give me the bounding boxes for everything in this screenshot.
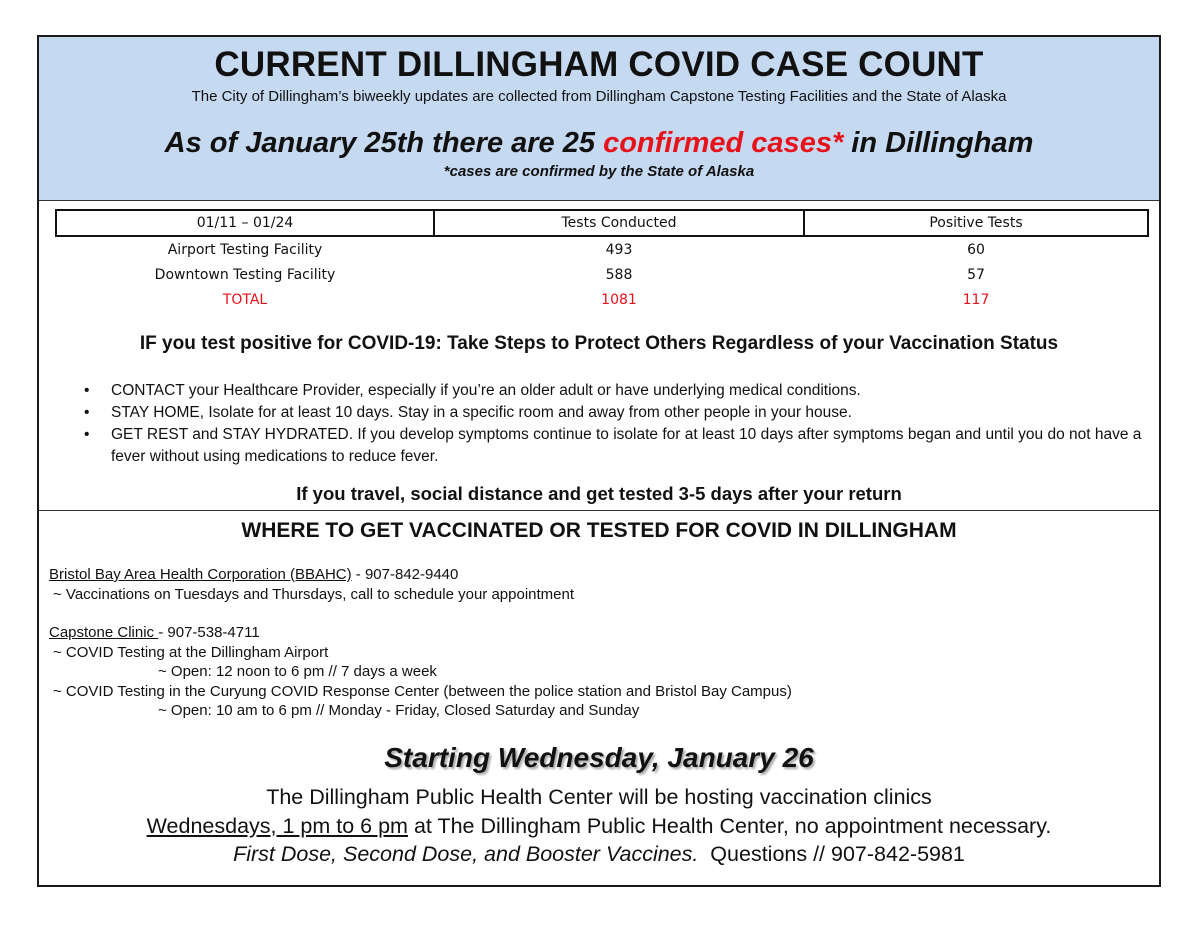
total-tests: 1081 xyxy=(601,291,637,308)
bullet-icon: • xyxy=(84,426,90,443)
case-footnote: *cases are confirmed by the State of Alaska xyxy=(443,163,755,180)
starting-date-heading: Starting Wednesday, January 26 xyxy=(384,742,814,773)
headline-suffix: in Dillingham xyxy=(843,127,1034,159)
positive-tests: 57 xyxy=(967,266,985,283)
page-subtitle: The City of Dillingham’s biweekly updates are collected from Dillingham Capstone Testing Facilities and the State of Alaska xyxy=(191,88,1007,105)
table-row xyxy=(56,262,1148,287)
headline-confirmed: confirmed cases* xyxy=(603,127,844,159)
bbahc-name: Bristol Bay Area Health Corporation (BBAHC) xyxy=(49,566,352,583)
spacer xyxy=(49,604,1149,623)
tests-conducted: 588 xyxy=(605,266,633,283)
clinic-line-2 xyxy=(39,812,1159,841)
capstone-curyung-hours: ~ Open: 10 am to 6 pm // Monday - Friday, Closed Saturday and Sunday xyxy=(158,702,640,719)
column-header-positive: Positive Tests xyxy=(804,210,1148,236)
testing-stats-table xyxy=(55,209,1149,312)
flyer-sheet xyxy=(37,35,1161,887)
bullet-icon: • xyxy=(84,404,90,421)
bbahc-line xyxy=(49,565,1149,585)
list-item xyxy=(84,402,1151,424)
positive-guidance-heading: IF you test positive for COVID-19: Take Steps to Protect Others Regardless of your Vaccination Status xyxy=(139,333,1059,354)
list-item-text: CONTACT your Healthcare Provider, especially if you’re an older adult or have underlying medical conditions. xyxy=(111,382,861,399)
capstone-curyung: ~ COVID Testing in the Curyung COVID Response Center (between the police station and Bristol Bay Campus) xyxy=(53,682,792,700)
questions-phone: Questions // 907-842-5981 xyxy=(698,842,965,866)
clinic-line-3 xyxy=(39,840,1159,869)
total-positive: 117 xyxy=(962,291,990,308)
header-banner xyxy=(39,37,1159,201)
section-divider xyxy=(39,510,1159,511)
bbahc-phone: - 907-842-9440 xyxy=(351,566,459,583)
clinic-location: at The Dillingham Public Health Center, no appointment necessary. xyxy=(407,813,1052,838)
bullet-icon: • xyxy=(84,382,90,399)
total-label: TOTAL xyxy=(222,291,268,308)
travel-advice: If you travel, social distance and get tested 3-5 days after your return xyxy=(296,483,902,504)
vaccination-heading: WHERE TO GET VACCINATED OR TESTED FOR COVID IN DILLINGHAM xyxy=(241,519,957,542)
facility-name: Airport Testing Facility xyxy=(167,241,323,258)
clinic-announcement xyxy=(39,783,1159,869)
vaccine-types: First Dose, Second Dose, and Booster Vaccines. xyxy=(233,842,699,866)
list-item-text: GET REST and STAY HYDRATED. If you develop symptoms continue to isolate for at least 10 days after symptoms began and until you do not have a fever without using medications to reduce fever. xyxy=(111,426,1142,465)
case-count-headline xyxy=(39,127,1159,160)
headline-prefix: As of January 25th there are 25 xyxy=(164,127,604,159)
column-header-period: 01/11 – 01/24 xyxy=(56,210,434,236)
clinic-line-1: The Dillingham Public Health Center will be hosting vaccination clinics xyxy=(266,785,932,809)
facility-name: Downtown Testing Facility xyxy=(154,266,336,283)
positive-tests: 60 xyxy=(967,241,985,258)
table-row xyxy=(56,236,1148,262)
capstone-phone: - 907-538-4711 xyxy=(158,624,260,641)
table-header-row xyxy=(56,210,1148,236)
capstone-name: Capstone Clinic xyxy=(49,624,159,641)
capstone-airport: ~ COVID Testing at the Dillingham Airport xyxy=(53,643,329,661)
capstone-airport-hours: ~ Open: 12 noon to 6 pm // 7 days a week xyxy=(158,663,437,680)
clinic-hours: Wednesdays, 1 pm to 6 pm xyxy=(146,813,408,838)
capstone-line xyxy=(49,623,1149,643)
guidance-list xyxy=(84,380,1151,468)
column-header-tests: Tests Conducted xyxy=(434,210,804,236)
table-total-row xyxy=(56,287,1148,312)
list-item-text: STAY HOME, Isolate for at least 10 days. Stay in a specific room and away from other people in your house. xyxy=(111,404,852,421)
list-item xyxy=(84,424,1151,468)
page-title: CURRENT DILLINGHAM COVID CASE COUNT xyxy=(214,45,984,84)
bbahc-note: ~ Vaccinations on Tuesdays and Thursdays, call to schedule your appointment xyxy=(53,585,575,603)
list-item xyxy=(84,380,1151,402)
tests-conducted: 493 xyxy=(605,241,633,258)
location-list xyxy=(49,565,1149,721)
